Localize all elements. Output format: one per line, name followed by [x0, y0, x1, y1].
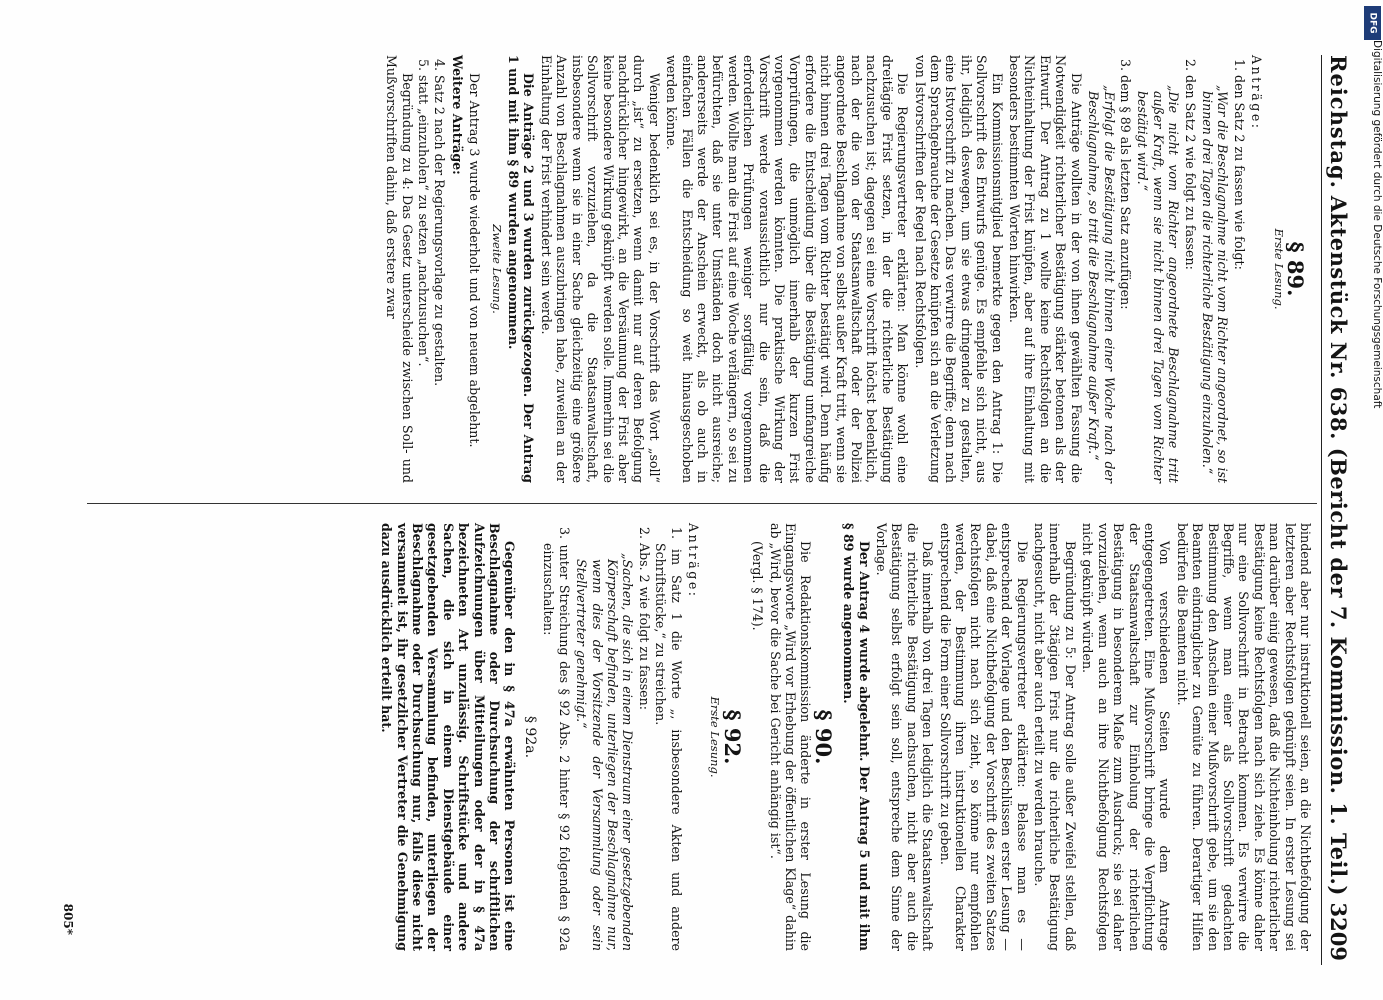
section-92a-heading: § 92a.: [521, 715, 538, 759]
paragraph-result: Die Anträge 2 und 3 wurden zurückgezogen. Der Antrag 1 und mit ihm § 89 wurden angenommen.: [506, 55, 537, 483]
further-motions-label: Weitere Anträge:: [449, 55, 465, 175]
paragraph-result: Der Antrag 4 wurde abgelehnt. Der Antrag 5 und mit ihm § 89 wurde angenommen.: [841, 523, 872, 951]
paragraph: bindend aber nur instruktionell seien, an die Nichtbefolgung der letzteren aber Rechtsfolgen geknüpft seien. In erster Lesung sei man darüber einig gewesen, daß die Nichteinholung richterlicher Bestätigung keine Rechtsfolgen nach sich ziehe. Es könne daher nur eine Sollvorschrift in Betracht kommen. Es verwirre die Begriffe, wenn man einer als Sollvorschrift gedachten Bestimmung den Anschein einer Mußvorschrift gebe, um sie den Beamten eindringlicher zu Gemüte zu führen. Derartiger Hilfen bedürfen die Beamten nicht.: [1174, 523, 1313, 951]
section-92-heading: § 92.: [719, 709, 745, 765]
paragraph: Daß innerhalb von drei Tagen lediglich die Staatsanwaltschaft die richterliche Bestätigung nachsuchen, nicht aber auch die Bestätigung selbst erfolgt sein soll, entspreche dem Sinne der Vorlage.: [874, 523, 936, 951]
column-divider: [87, 503, 1317, 504]
motion-5: 5. statt „einzuholen“ zu setzen „nachzusuchen“.: [416, 59, 432, 367]
first-reading-label: Erste Lesung.: [708, 696, 723, 778]
paragraph: Gegenüber den in § 47a erwähnten Personen ist eine Beschlagnahme oder Durchsuchung der schriftlichen Aufzeichnungen über Mitteilungen oder der in § 47a bezeichneten Art unzulässig. Schriftstücke und andere Sachen, die sich in einem Dienstgebäude einer gesetzgebenden Versammlung befinden, unterliegen der Beschlagnahme oder Durchsuchung nur, falls diese nicht versammelt ist, ihr gesetzlicher Vertreter die Genehmigung dazu ausdrücklich erteilt hat.: [379, 523, 518, 951]
left-column: [382, 55, 1313, 483]
motion-2: 2. den Satz 2 wie folgt zu fassen:: [1182, 59, 1198, 270]
paragraph: Die Regierungsvertreter erklärten: Belasse man es — entsprechend der Vorlage und den Beschlüssen erster Lesung — dabei, daß eine Nichtbefolgung der Vorschrift des zweiten Satzes Rechtsfolgen nicht nach sich zieht, so könne nur empfohlen werden, der Bestimmung ihren instruktionellen Charakter entsprechend die Form einer Sollvorschrift zu geben.: [937, 523, 1030, 951]
paragraph: Ein Kommissionsmitglied bemerkte gegen den Antrag 1: Die Sollvorschrift des Entwurfs genüge. Es empfehle sich nicht, aus ihr, lediglich deswegen, um sie etwas dringender zu gestalten, eine Istvorschrift zu machen. Das verwirre die Begriffe; denn nach dem Sprachgebrauche der Gesetze knüpfen sich an die Verletzung von Istvorschriften der Regel nach Rechtsfolgen.: [912, 55, 1005, 483]
section-90-heading: § 90.: [810, 709, 836, 765]
dfg-logo: DFG: [1364, 6, 1381, 40]
motions-label: Anträge:: [685, 523, 701, 599]
right-column: [377, 523, 1313, 951]
motion-b1: 1. im Satz 1 die Worte „, insbesondere Akten und andere Schriftstücke,“ zu streichen.: [653, 527, 684, 951]
paragraph: Der Antrag 3 wurde wiederholt und von neuem abgelehnt.: [467, 73, 483, 448]
paragraph: Begründung zu 5: Der Antrag solle außer Zweifel stellen, daß innerhalb der 3tägigen Frist nur die richterliche Bestätigung nachgesucht, nicht aber auch erteilt zu werden brauche.: [1032, 523, 1078, 951]
newspaper-page: [45, 55, 1355, 965]
paragraph: Begründung zu 4: Das Gesetz unterscheide zwischen Soll- und Mußvorschriften dahin, daß erstere zwar: [384, 55, 415, 483]
paragraph: Weniger bedenklich sei es, in der Vorschrift das Wort „soll“ durch „ist“ zu ersetzen, wenn damit nur auf deren Befolgung nachdrücklicher hingewirkt, an die Versäumung der Frist aber keine besondere Wirkung geknüpft werden solle. Immerhin sei die Sollvorschrift vorzuziehen, da die Staatsanwaltschaft, insbesondere wenn sie in einer Sache gleichzeitig eine größere Anzahl von Beschlagnahmen auszubringen habe, zuweilen an der Einhaltung der Frist verhindert sein werde.: [538, 55, 662, 483]
motions-label: Anträge:: [1249, 55, 1265, 131]
paragraph: Die Regierungsvertreter erklärten: Man könne wohl eine dreitägige Frist setzen, in der die richterliche Bestätigung nachzusuchen ist; dagegen sei eine Vorschrift höchst bedenklich, nach der die von der Staatsanwaltschaft oder der Polizei angeordnete Beschlagnahme von selbst außer Kraft tritt, wenn sie nicht binnen drei Tagen vom Richter bestätigt wird. Denn häufig erfordere die Entscheidung über die Bestätigung umfangreiche Vorprüfungen, die unmöglich innerhalb der kurzen Frist vorgenommen werden könnten. Die praktische Wirkung der Vorschrift werde voraussichtlich nur die sein, daß die erforderlichen Prüfungen weniger sorgfältig vorgenommen werden. Wollte man die Frist auf eine Woche verlängern, so sei zu befürchten, daß sie unter Umständen doch nicht ausreiche; andererseits werde der Anschein erweckt, als ob auch in einfachen Fällen die Entscheidung so weit hinausgeschoben werden könne.: [664, 55, 911, 483]
paragraph: (Vergl. § 174).: [750, 541, 766, 631]
dfg-funding-note: Digitalisierung gefördert durch die Deutsche Forschungsgemeinschaft: [1371, 40, 1383, 409]
motion-1: 1. den Satz 2 zu fassen wie folgt:: [1231, 59, 1247, 270]
section-89-heading: § 89.: [1283, 241, 1308, 297]
header-title: Aktenstück Nr. 638. (Bericht der 7. Kommission. 1. Teil.): [1326, 195, 1351, 896]
motion-3: 3. dem § 89 als letzten Satz anzufügen:: [1117, 59, 1133, 310]
motion-2-quote: „Die nicht vom Richter angeordnete Beschlagnahme tritt außer Kraft, wenn sie nicht binnen drei Tagen vom Richter bestätigt wird.“: [1135, 85, 1182, 483]
paragraph: Die Anträge wollten in der von ihnen gewählten Fassung die Notwendigkeit richterlicher Bestätigung stärker betonen als der Entwurf. Der Antrag zu 1 wollte keine Rechtsfolgen an die Nichteinhaltung der Frist knüpfen, aber auf ihre Einhaltung mit besonders bestimmten Worten hinwirken.: [1007, 55, 1084, 483]
motion-4: 4. Satz 2 nach der Regierungsvorlage zu gestalten.: [432, 59, 448, 387]
second-reading-label: Zweite Lesung.: [489, 224, 504, 314]
first-reading-label: Erste Lesung.: [1271, 228, 1286, 310]
paragraph: Von verschiedenen Seiten wurde dem Antrage entgegengetreten. Eine Mußvorschrift bringe die Verpflichtung der Staatsanwaltschaft zur Einholung der richterlichen Bestätigung in besonderem Maße zum Ausdruck; sie sei daher vorzuziehen, wenn auch an ihre Nichtbefolgung Rechtsfolgen nicht geknüpft würden.: [1080, 523, 1173, 951]
motion-b2-quote: „Sachen, die sich in einem Dienstraum einer gesetzgebenden Körperschaft befinden, unterliegen der Beschlagnahme nur, wenn dies der Vorsitzende der Versammlung oder sein Stellvertreter genehmigt.“: [574, 553, 636, 951]
paragraph: Die Redaktionskommission änderte in erster Lesung die Eingangsworte „Wird vor Erhebung der öffentlichen Klage“ dahin ab „Wird, bevor die Sache bei Gericht anhängig ist“.: [767, 523, 814, 951]
motion-3-quote: „Erfolgt die Bestätigung nicht binnen einer Woche nach der Beschlagnahme, so tritt die Beschlagnahme außer Kraft.“: [1086, 85, 1117, 483]
page-number: 3209: [1326, 902, 1351, 961]
signature-mark: 805*: [61, 903, 75, 935]
page-header: [1321, 55, 1355, 965]
motion-b2: 2. Abs. 2 wie folgt zu fassen:: [636, 527, 652, 710]
motion-b3: 3. unter Streichung des § 92 Abs. 2 hinter § 92 folgenden § 92a einzuschalten:: [541, 527, 572, 951]
header-reichstag: Reichstag.: [1326, 55, 1351, 189]
motion-1-quote: „War die Beschlagnahme nicht vom Richter angeordnet, so ist binnen drei Tagen die richterliche Bestätigung einzuholen.“: [1199, 85, 1231, 483]
